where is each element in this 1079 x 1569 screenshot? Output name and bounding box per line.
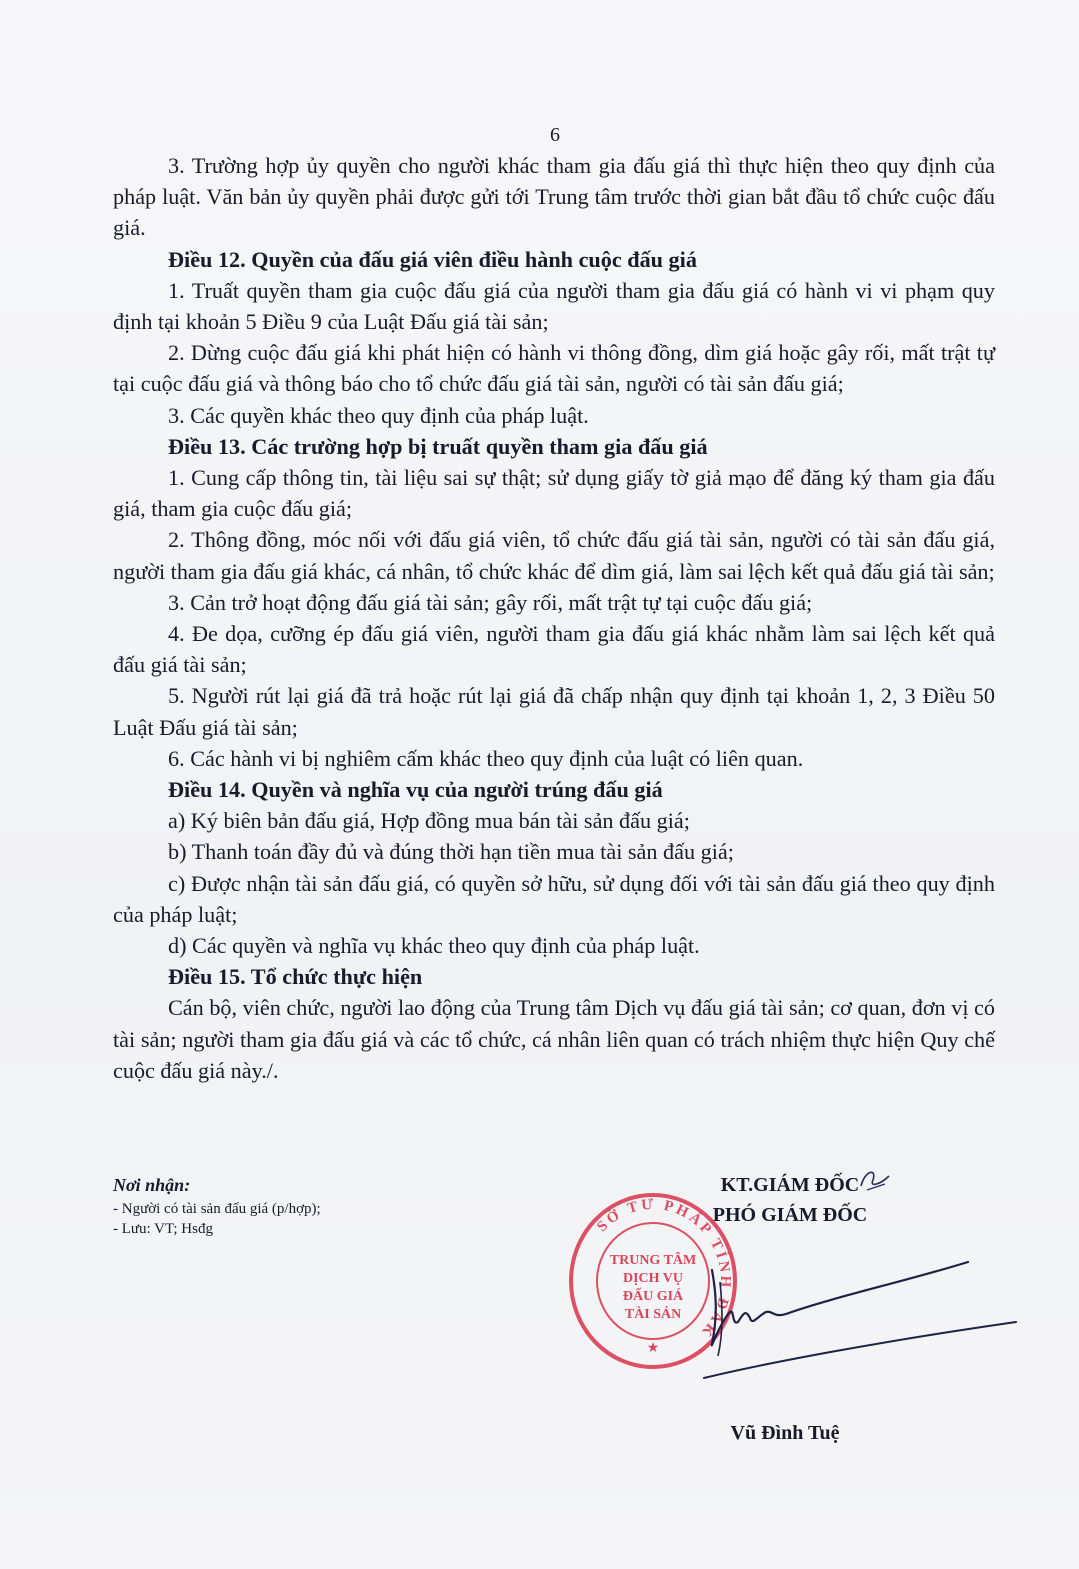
article-heading: Điều 12. Quyền của đấu giá viên điều hành cuộc đấu giá (168, 246, 697, 272)
body-paragraph: 2. Thông đồng, móc nối với đấu giá viên, tổ chức đấu giá tài sản, người có tài sản đấu giá, người tham gia đấu giá khác, cá nhân, tổ chức khác để dìm giá, làm sai lệch kết quả đấu giá tài sản; (113, 527, 995, 584)
recipient-item: - Người có tài sản đấu giá (p/hợp); (113, 1201, 321, 1217)
recipients-title: Nơi nhận: (113, 1175, 191, 1195)
body-paragraph: 1. Cung cấp thông tin, tài liệu sai sự thật; sử dụng giấy tờ giả mạo để đăng ký tham gia đấu giá, tham gia cuộc đấu giá; (113, 465, 995, 522)
seal-star-icon: ★ (646, 1341, 660, 1356)
body-paragraph: Cán bộ, viên chức, người lao động của Trung tâm Dịch vụ đấu giá tài sản; cơ quan, đơn vị có tài sản; người tham gia đấu giá và các tổ chức, cá nhân liên quan có trách nhiệm thực hiện Quy chế cuộc đấu giá này./. (113, 995, 995, 1083)
recipients-block (113, 1175, 393, 1239)
body-paragraph: b) Thanh toán đầy đủ và đúng thời hạn tiền mua tài sản đấu giá; (168, 839, 734, 865)
body-paragraph: 2. Dừng cuộc đấu giá khi phát hiện có hành vi thông đồng, dìm giá hoặc gây rối, mất trật tự tại cuộc đấu giá và thông báo cho tổ chức đấu giá tài sản, người có tài sản đấu giá; (113, 340, 995, 397)
signature-title-line2: PHÓ GIÁM ĐỐC (712, 1204, 868, 1226)
seal-line-2: DỊCH VỤ (622, 1271, 684, 1286)
body-paragraph: 5. Người rút lại giá đã trả hoặc rút lại giá đã chấp nhận quy định tại khoản 1, 2, 3 Điều 50 Luật Đấu giá tài sản; (113, 683, 995, 740)
article-heading: Điều 14. Quyền và nghĩa vụ của người trúng đấu giá (168, 777, 663, 803)
body-paragraph: 1. Truất quyền tham gia cuộc đấu giá của người tham gia đấu giá có hành vi vi phạm quy định tại khoản 5 Điều 9 của Luật Đấu giá tài sản; (113, 277, 995, 335)
page-number: 6 (550, 124, 560, 146)
body-paragraph: 4. Đe dọa, cưỡng ép đấu giá viên, người tham gia đấu giá khác nhằm làm sai lệch kết quả đấu giá tài sản; (113, 621, 995, 678)
signature-title-line1: KT.GIÁM ĐỐC (720, 1174, 860, 1196)
signer-name: Vũ Đình Tuệ (730, 1422, 840, 1444)
body-paragraph: 3. Các quyền khác theo quy định của pháp luật. (168, 402, 589, 428)
handwritten-signature (690, 1252, 1020, 1382)
body-paragraph: 3. Cản trở hoạt động đấu giá tài sản; gây rối, mất trật tự tại cuộc đấu giá; (168, 589, 813, 615)
seal-line-3: ĐẤU GIÁ (622, 1289, 684, 1304)
body-paragraph: d) Các quyền và nghĩa vụ khác theo quy định của pháp luật. (168, 933, 700, 959)
body-paragraph: 6. Các hành vi bị nghiêm cấm khác theo quy định của luật có liên quan. (168, 745, 804, 771)
article-heading: Điều 15. Tổ chức thực hiện (168, 964, 423, 990)
recipient-item: - Lưu: VT; Hsđg (113, 1221, 213, 1237)
body-paragraph: 3. Trường hợp ủy quyền cho người khác tham gia đấu giá thì thực hiện theo quy định của pháp luật. Văn bản ủy quyền phải được gửi tới Trung tâm trước thời gian bắt đầu tổ chức cuộc đấu giá. (113, 153, 995, 241)
seal-line-4: TÀI SẢN (624, 1307, 682, 1322)
initial-mark (855, 1166, 895, 1196)
seal-outer-text: SỞ TƯ PHÁP TỈNH ĐẮK (594, 1196, 734, 1342)
seal-line-1: TRUNG TÂM (609, 1253, 697, 1268)
body-paragraph: a) Ký biên bản đấu giá, Hợp đồng mua bán tài sản đấu giá; (168, 808, 690, 834)
document-body (113, 150, 995, 1086)
article-heading: Điều 13. Các trường hợp bị truất quyền tham gia đấu giá (168, 433, 708, 459)
body-paragraph: c) Được nhận tài sản đấu giá, có quyền sở hữu, sử dụng đối với tài sản đấu giá theo quy định của pháp luật; (113, 870, 995, 927)
